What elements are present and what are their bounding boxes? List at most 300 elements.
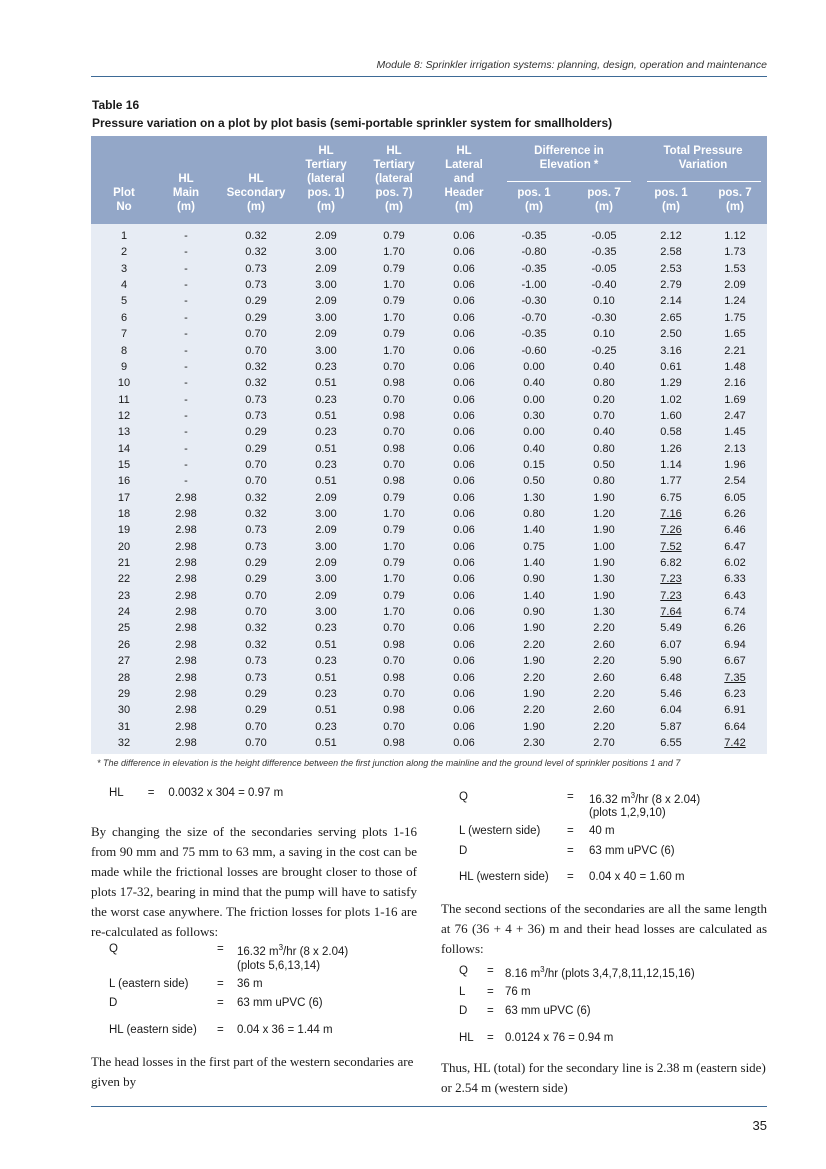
cell-plot-no: 26 — [117, 638, 131, 651]
cell-hl-tertiary-pos7: 1.70 — [383, 540, 405, 553]
cell-elev-pos1: 0.50 — [523, 475, 545, 488]
cell-hl-tertiary-pos1: 2.09 — [315, 230, 337, 242]
cell-hl-secondary: 0.29 — [245, 442, 267, 455]
cell-hl-main: 2.98 — [175, 606, 197, 619]
table-row — [91, 424, 767, 440]
cell-total-pos7: 2.21 — [724, 344, 746, 357]
cell-hl-main: 2.98 — [175, 687, 197, 700]
cell-hl-tertiary-pos1: 2.09 — [315, 262, 337, 275]
cell-plot-no: 13 — [117, 426, 131, 439]
cell-hl-lateral: 0.06 — [453, 311, 475, 324]
pressure-table — [91, 136, 767, 754]
cell-hl-lateral: 0.06 — [453, 508, 475, 520]
cell-total-pos7: 7.35 — [724, 671, 746, 684]
cell-hl-main: 2.98 — [175, 508, 197, 520]
cell-total-pos7: 6.33 — [724, 573, 746, 586]
cell-elev-pos7: -0.25 — [591, 344, 617, 357]
cell-hl-main: - — [184, 442, 188, 455]
cell-hl-secondary: 0.73 — [245, 655, 267, 668]
cell-hl-secondary: 0.70 — [245, 328, 267, 341]
cell-hl-tertiary-pos1: 0.23 — [315, 360, 337, 373]
cell-hl-tertiary-pos7: 0.98 — [383, 475, 405, 488]
cell-hl-secondary: 0.32 — [245, 377, 267, 390]
cell-total-pos7: 1.65 — [724, 328, 746, 341]
cell-hl-tertiary-pos7: 1.70 — [383, 246, 405, 259]
right-d2-label: D — [459, 1005, 468, 1017]
cell-hl-tertiary-pos1: 3.00 — [315, 573, 337, 586]
cell-hl-secondary: 0.70 — [245, 458, 267, 471]
left-paragraph-1: By changing the size of the secondaries serving plots 1-16 from 90 mm and 75 mm to 63 mm, a saving in the cost can be made while the frictional losses are brought closer to those of plots 17-32, bearing in mind that the pump will have to satisfy the worst case anywhere. The friction losses for plots 1-16 are re-calculated as follows: — [91, 824, 417, 939]
right-q-value: 16.32 $m^3/hr$ (8 x 2.04) — [589, 791, 701, 806]
cell-total-pos1: 6.75 — [660, 491, 682, 504]
cell-hl-tertiary-pos7: 0.79 — [383, 589, 405, 602]
header-rule — [91, 76, 767, 77]
table-row — [91, 310, 767, 326]
cell-hl-tertiary-pos1: 2.09 — [315, 589, 337, 602]
cell-hl-secondary: 0.70 — [245, 589, 267, 602]
cell-plot-no: 5 — [120, 295, 128, 308]
header-elevation-pos1: pos. 1 (m) — [517, 187, 551, 213]
cell-hl-tertiary-pos7: 0.98 — [383, 736, 405, 749]
cell-elev-pos1: 0.00 — [523, 426, 545, 439]
cell-hl-main: - — [184, 426, 188, 439]
cell-hl-tertiary-pos1: 0.23 — [315, 458, 337, 471]
right-q2-value: 8.16 $m^3/hr$ (plots 3,4,7,8,11,12,15,16) — [505, 965, 695, 980]
cell-hl-tertiary-pos1: 0.23 — [315, 687, 337, 700]
left-l-label: L (eastern side) — [109, 978, 189, 990]
left-d-eq: = — [217, 997, 224, 1009]
cell-elev-pos1: 0.75 — [523, 540, 545, 553]
cell-plot-no: 24 — [117, 606, 131, 619]
cell-hl-secondary: 0.32 — [245, 360, 267, 373]
cell-total-pos7: 1.45 — [724, 426, 746, 439]
cell-hl-tertiary-pos1: 0.51 — [315, 638, 337, 651]
cell-elev-pos1: 0.80 — [523, 508, 545, 520]
cell-hl-main: - — [184, 230, 188, 242]
cell-hl-tertiary-pos7: 1.70 — [383, 311, 405, 324]
cell-hl-main: - — [184, 246, 188, 259]
cell-hl-main: 2.98 — [175, 720, 197, 733]
cell-hl-lateral: 0.06 — [453, 589, 475, 602]
cell-plot-no: 25 — [117, 622, 131, 635]
cell-hl-tertiary-pos7: 0.70 — [383, 393, 405, 406]
cell-elev-pos7: 2.20 — [593, 687, 615, 700]
cell-hl-tertiary-pos7: 1.70 — [383, 573, 405, 586]
table-row — [91, 670, 767, 686]
table-row — [91, 244, 767, 260]
cell-hl-tertiary-pos7: 0.70 — [383, 458, 405, 471]
cell-hl-tertiary-pos1: 0.51 — [315, 671, 337, 684]
cell-hl-main: - — [184, 475, 188, 488]
cell-total-pos1: 2.65 — [660, 311, 682, 324]
cell-plot-no: 4 — [120, 279, 128, 292]
cell-hl-tertiary-pos7: 0.79 — [383, 328, 405, 341]
cell-total-pos1: 5.90 — [660, 655, 682, 668]
cell-hl-tertiary-pos7: 0.79 — [383, 262, 405, 275]
cell-hl-tertiary-pos7: 0.70 — [383, 720, 405, 733]
cell-hl-lateral: 0.06 — [453, 606, 475, 619]
cell-total-pos7: 6.43 — [724, 589, 746, 602]
cell-hl-lateral: 0.06 — [453, 409, 475, 422]
table-row — [91, 228, 767, 244]
cell-total-pos1: 6.82 — [660, 557, 682, 569]
cell-total-pos1: 1.14 — [660, 458, 682, 471]
cell-total-pos1: 1.77 — [660, 475, 682, 488]
table-row — [91, 653, 767, 669]
cell-elev-pos1: -1.00 — [521, 279, 547, 292]
header-total-group: Total Pressure Variation — [663, 145, 743, 171]
cell-hl-main: - — [184, 328, 188, 341]
cell-elev-pos1: 1.90 — [523, 622, 545, 635]
cell-hl-secondary: 0.70 — [245, 736, 267, 749]
cell-hl-lateral: 0.06 — [453, 491, 475, 504]
cell-hl-tertiary-pos1: 3.00 — [315, 279, 337, 292]
cell-total-pos7: 6.94 — [724, 638, 746, 651]
cell-total-pos7: 1.53 — [724, 262, 746, 275]
cell-total-pos1: 1.02 — [660, 393, 682, 406]
cell-elev-pos1: 1.40 — [523, 557, 545, 569]
cell-total-pos1: 2.50 — [660, 328, 682, 341]
cell-total-pos7: 1.24 — [724, 295, 746, 308]
cell-total-pos1: 5.49 — [660, 622, 682, 635]
header-total-rule — [647, 181, 761, 182]
header-main: HL Main (m) — [172, 173, 200, 213]
table-row — [91, 522, 767, 538]
cell-total-pos1: 0.58 — [660, 426, 682, 439]
cell-hl-main: 2.98 — [175, 491, 197, 504]
cell-hl-secondary: 0.29 — [245, 295, 267, 308]
cell-hl-lateral: 0.06 — [453, 655, 475, 668]
right-l2-eq: = — [487, 986, 494, 998]
cell-total-pos1: 6.55 — [660, 736, 682, 749]
cell-plot-no: 29 — [117, 687, 131, 700]
cell-plot-no: 7 — [120, 328, 128, 341]
cell-hl-secondary: 0.73 — [245, 671, 267, 684]
cell-elev-pos7: 0.10 — [593, 295, 615, 308]
cell-hl-secondary: 0.29 — [245, 573, 267, 586]
table-row — [91, 702, 767, 718]
cell-hl-lateral: 0.06 — [453, 377, 475, 390]
table-row — [91, 408, 767, 424]
cell-hl-lateral: 0.06 — [453, 328, 475, 341]
cell-elev-pos1: 0.00 — [523, 360, 545, 373]
left-q-eq: = — [217, 943, 224, 955]
cell-hl-lateral: 0.06 — [453, 557, 475, 569]
cell-hl-tertiary-pos1: 3.00 — [315, 606, 337, 619]
cell-total-pos7: 1.73 — [724, 246, 746, 259]
cell-elev-pos1: 0.30 — [523, 409, 545, 422]
cell-elev-pos7: 2.60 — [593, 671, 615, 684]
cell-hl-tertiary-pos1: 0.51 — [315, 704, 337, 717]
right-d2-value: 63 mm uPVC (6) — [505, 1005, 591, 1017]
cell-total-pos7: 2.47 — [724, 409, 746, 422]
cell-hl-tertiary-pos1: 2.09 — [315, 328, 337, 341]
cell-hl-tertiary-pos1: 0.23 — [315, 426, 337, 439]
cell-hl-tertiary-pos1: 0.51 — [315, 377, 337, 390]
cell-elev-pos1: 0.00 — [523, 393, 545, 406]
cell-elev-pos7: -0.05 — [591, 230, 617, 242]
cell-plot-no: 31 — [117, 720, 131, 733]
cell-total-pos1: 7.16 — [660, 508, 682, 520]
cell-hl-lateral: 0.06 — [453, 295, 475, 308]
cell-total-pos1: 5.87 — [660, 720, 682, 733]
cell-elev-pos1: 2.20 — [523, 671, 545, 684]
cell-hl-secondary: 0.32 — [245, 230, 267, 242]
cell-hl-main: 2.98 — [175, 573, 197, 586]
cell-hl-main: - — [184, 458, 188, 471]
cell-total-pos7: 6.74 — [724, 606, 746, 619]
cell-elev-pos1: 0.90 — [523, 606, 545, 619]
cell-elev-pos7: 0.40 — [593, 426, 615, 439]
left-l-eq: = — [217, 978, 224, 990]
cell-plot-no: 28 — [117, 671, 131, 684]
left-l-value: 36 m — [237, 978, 263, 990]
cell-elev-pos7: 0.10 — [593, 328, 615, 341]
cell-elev-pos7: 2.20 — [593, 720, 615, 733]
cell-total-pos7: 1.96 — [724, 458, 746, 471]
cell-total-pos7: 6.23 — [724, 687, 746, 700]
hl-main-equation: HL = 0.0032 x 304 = 0.97 m — [109, 787, 284, 799]
cell-hl-tertiary-pos7: 0.70 — [383, 655, 405, 668]
header-total-pos7: pos. 7 (m) — [718, 187, 752, 213]
right-d-eq: = — [567, 845, 574, 857]
cell-hl-main: 2.98 — [175, 589, 197, 602]
cell-elev-pos7: 1.30 — [593, 573, 615, 586]
cell-elev-pos7: 2.20 — [593, 655, 615, 668]
cell-elev-pos7: 2.60 — [593, 638, 615, 651]
cell-elev-pos7: -0.40 — [591, 279, 617, 292]
right-hl-value: 0.04 x 40 = 1.60 m — [589, 871, 685, 883]
header-secondary: HL Secondary (m) — [226, 173, 286, 213]
cell-total-pos7: 7.42 — [724, 736, 746, 749]
right-hl2-label: HL — [459, 1032, 474, 1044]
cell-total-pos7: 6.91 — [724, 704, 746, 717]
cell-hl-lateral: 0.06 — [453, 524, 475, 537]
cell-hl-lateral: 0.06 — [453, 230, 475, 242]
cell-total-pos1: 6.04 — [660, 704, 682, 717]
cell-elev-pos7: 2.20 — [593, 622, 615, 635]
cell-plot-no: 8 — [120, 344, 128, 357]
cell-hl-tertiary-pos7: 0.70 — [383, 426, 405, 439]
cell-hl-main: - — [184, 311, 188, 324]
table-row — [91, 457, 767, 473]
table-row — [91, 490, 767, 506]
cell-plot-no: 6 — [120, 311, 128, 324]
cell-hl-secondary: 0.73 — [245, 393, 267, 406]
cell-elev-pos7: 1.20 — [593, 508, 615, 520]
cell-elev-pos7: 0.50 — [593, 458, 615, 471]
cell-hl-lateral: 0.06 — [453, 704, 475, 717]
left-q-label: Q — [109, 943, 118, 955]
cell-hl-secondary: 0.29 — [245, 704, 267, 717]
cell-hl-main: - — [184, 360, 188, 373]
cell-total-pos7: 1.48 — [724, 360, 746, 373]
cell-total-pos7: 6.02 — [724, 557, 746, 569]
table-row — [91, 506, 767, 522]
cell-elev-pos1: 1.90 — [523, 687, 545, 700]
cell-hl-main: 2.98 — [175, 622, 197, 635]
cell-hl-secondary: 0.73 — [245, 409, 267, 422]
cell-hl-lateral: 0.06 — [453, 279, 475, 292]
cell-total-pos1: 7.52 — [660, 540, 682, 553]
cell-hl-main: - — [184, 393, 188, 406]
cell-total-pos7: 2.54 — [724, 475, 746, 488]
cell-hl-lateral: 0.06 — [453, 360, 475, 373]
cell-hl-main: - — [184, 344, 188, 357]
cell-hl-tertiary-pos7: 0.70 — [383, 687, 405, 700]
cell-elev-pos7: -0.05 — [591, 262, 617, 275]
right-l-value: 40 m — [589, 825, 615, 837]
cell-plot-no: 19 — [117, 524, 131, 537]
table-row — [91, 375, 767, 391]
cell-elev-pos1: 0.40 — [523, 377, 545, 390]
table-row — [91, 620, 767, 636]
cell-hl-lateral: 0.06 — [453, 475, 475, 488]
cell-total-pos1: 2.58 — [660, 246, 682, 259]
table-row — [91, 686, 767, 702]
right-d-value: 63 mm uPVC (6) — [589, 845, 675, 857]
cell-plot-no: 23 — [117, 589, 131, 602]
cell-hl-secondary: 0.73 — [245, 524, 267, 537]
cell-elev-pos1: -0.60 — [521, 344, 547, 357]
cell-hl-tertiary-pos1: 2.09 — [315, 295, 337, 308]
cell-plot-no: 17 — [117, 491, 131, 504]
cell-plot-no: 20 — [117, 540, 131, 553]
cell-plot-no: 14 — [117, 442, 131, 455]
table-row — [91, 359, 767, 375]
table-row — [91, 392, 767, 408]
right-hl2-eq: = — [487, 1032, 494, 1044]
cell-hl-secondary: 0.32 — [245, 246, 267, 259]
cell-total-pos1: 2.14 — [660, 295, 682, 308]
cell-hl-tertiary-pos7: 0.70 — [383, 622, 405, 635]
cell-hl-main: 2.98 — [175, 638, 197, 651]
header-elevation-group: Difference in Elevation * — [534, 145, 604, 171]
cell-hl-main: - — [184, 409, 188, 422]
cell-elev-pos7: 0.40 — [593, 360, 615, 373]
cell-total-pos1: 7.23 — [660, 589, 682, 602]
right-q-eq: = — [567, 791, 574, 803]
cell-plot-no: 18 — [117, 508, 131, 520]
table-row — [91, 473, 767, 489]
cell-plot-no: 22 — [117, 573, 131, 586]
right-l2-value: 76 m — [505, 986, 531, 998]
right-l-eq: = — [567, 825, 574, 837]
cell-total-pos1: 7.23 — [660, 573, 682, 586]
left-d-label: D — [109, 997, 118, 1009]
cell-elev-pos1: 1.30 — [523, 491, 545, 504]
table-row — [91, 293, 767, 309]
cell-hl-tertiary-pos7: 0.98 — [383, 638, 405, 651]
cell-hl-main: 2.98 — [175, 704, 197, 717]
cell-hl-secondary: 0.32 — [245, 622, 267, 635]
running-header: Module 8: Sprinkler irrigation systems: planning, design, operation and maintenance — [376, 59, 767, 71]
cell-hl-secondary: 0.32 — [245, 638, 267, 651]
cell-total-pos7: 6.67 — [724, 655, 746, 668]
cell-elev-pos1: -0.35 — [521, 230, 547, 242]
cell-elev-pos7: 1.90 — [593, 557, 615, 569]
cell-hl-tertiary-pos7: 0.98 — [383, 409, 405, 422]
cell-total-pos1: 7.64 — [660, 606, 682, 619]
cell-elev-pos7: 1.90 — [593, 524, 615, 537]
cell-total-pos1: 2.79 — [660, 279, 682, 292]
header-total-pos1: pos. 1 (m) — [654, 187, 688, 213]
cell-total-pos1: 1.60 — [660, 409, 682, 422]
cell-total-pos7: 2.16 — [724, 377, 746, 390]
header-elevation-rule — [507, 181, 631, 182]
cell-elev-pos7: -0.35 — [591, 246, 617, 259]
cell-total-pos1: 6.48 — [660, 671, 682, 684]
table-row — [91, 637, 767, 653]
cell-elev-pos7: 0.80 — [593, 475, 615, 488]
right-q-note: (plots 1,2,9,10) — [589, 807, 666, 819]
cell-hl-secondary: 0.29 — [245, 557, 267, 569]
cell-total-pos7: 6.47 — [724, 540, 746, 553]
cell-total-pos1: 1.29 — [660, 377, 682, 390]
cell-plot-no: 30 — [117, 704, 131, 717]
cell-elev-pos7: 0.20 — [593, 393, 615, 406]
cell-hl-tertiary-pos1: 0.23 — [315, 655, 337, 668]
cell-hl-tertiary-pos1: 3.00 — [315, 344, 337, 357]
table-row — [91, 555, 767, 571]
cell-hl-tertiary-pos1: 3.00 — [315, 311, 337, 324]
right-hl-eq: = — [567, 871, 574, 883]
table-row — [91, 343, 767, 359]
cell-total-pos7: 6.64 — [724, 720, 746, 733]
cell-plot-no: 11 — [118, 393, 130, 406]
cell-elev-pos7: 0.70 — [593, 409, 615, 422]
cell-total-pos1: 7.26 — [660, 524, 682, 537]
cell-hl-tertiary-pos7: 1.70 — [383, 606, 405, 619]
cell-hl-secondary: 0.29 — [245, 311, 267, 324]
cell-total-pos7: 6.05 — [724, 491, 746, 504]
cell-hl-tertiary-pos1: 0.51 — [315, 736, 337, 749]
cell-hl-secondary: 0.29 — [245, 687, 267, 700]
cell-hl-main: 2.98 — [175, 540, 197, 553]
table-row — [91, 719, 767, 735]
cell-hl-secondary: 0.70 — [245, 344, 267, 357]
header-tertiary-pos1: HL Tertiary (lateral pos. 1) (m) — [305, 145, 347, 213]
cell-total-pos1: 5.46 — [660, 687, 682, 700]
cell-hl-tertiary-pos7: 0.79 — [383, 524, 405, 537]
cell-total-pos1: 1.26 — [660, 442, 682, 455]
cell-hl-tertiary-pos1: 0.23 — [315, 720, 337, 733]
cell-hl-secondary: 0.73 — [245, 540, 267, 553]
cell-total-pos1: 0.61 — [660, 360, 682, 373]
cell-hl-lateral: 0.06 — [453, 442, 475, 455]
cell-total-pos7: 2.09 — [724, 279, 746, 292]
right-l2-label: L — [459, 986, 466, 998]
cell-total-pos7: 6.26 — [724, 508, 746, 520]
right-hl-label: HL (western side) — [459, 871, 549, 883]
header-elevation-pos7: pos. 7 (m) — [587, 187, 621, 213]
cell-hl-main: 2.98 — [175, 671, 197, 684]
cell-hl-main: - — [184, 295, 188, 308]
right-d-label: D — [459, 845, 468, 857]
cell-hl-tertiary-pos7: 0.79 — [383, 491, 405, 504]
cell-hl-secondary: 0.32 — [245, 508, 267, 520]
cell-plot-no: 12 — [117, 409, 131, 422]
cell-elev-pos7: 0.80 — [593, 377, 615, 390]
cell-hl-tertiary-pos1: 3.00 — [315, 540, 337, 553]
table-header — [91, 136, 767, 224]
cell-plot-no: 27 — [117, 655, 131, 668]
right-q-label: Q — [459, 791, 468, 803]
cell-total-pos1: 3.16 — [660, 344, 682, 357]
cell-elev-pos1: -0.70 — [521, 311, 547, 324]
cell-plot-no: 32 — [117, 736, 131, 749]
cell-hl-tertiary-pos1: 0.51 — [315, 442, 337, 455]
